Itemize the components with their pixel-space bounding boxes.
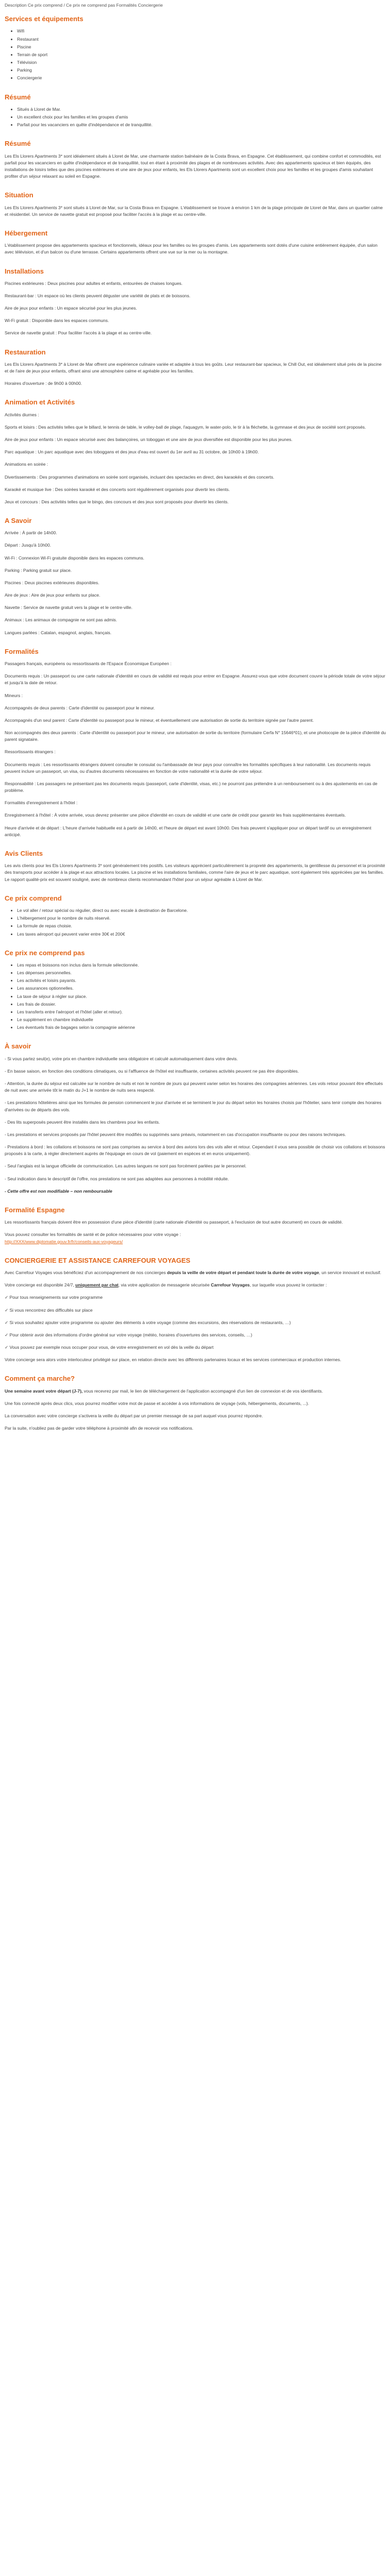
paragraph: Documents requis : Les ressortissants étrangers doivent consulter le consulat ou l'ambassade de leur pays pour connaître les formalités spécifiques à leur nationalité. Les documents requis peuvent inclure un passeport, un visa, ou d'autres documents nécessaires en fonction de votre nationalité et la durée de votre séjour. [5, 761, 371, 774]
check-item: ✓ Si vous souhaitez ajouter votre programme ou ajouter des éléments à votre voyage (comme des excursions, des réservations de restaurants, …) [5, 1319, 291, 1325]
conciergerie-title: CONCIERGERIE ET ASSISTANCE CARREFOUR VOYAGES [5, 1256, 190, 1264]
formalite-espagne-title: Formalité Espagne [5, 1206, 65, 1214]
list-item: • Les frais de dossier. [17, 1001, 386, 1008]
paragraph: - Seul l'anglais est la langue officielle de communication. Les autres langues ne sont pas forcément parlées par le personnel. [5, 1163, 247, 1169]
list-item: • Un excellent choix pour les familles et les groupes d'amis [17, 114, 386, 121]
diplomatie-link[interactable]: http://XXX/www.diplomatie.gouv.fr/fr/conseils-aux-voyageurs/ [5, 1239, 123, 1244]
paragraph: Activités diurnes : [5, 412, 39, 417]
list-item: • La formule de repas choisie. [17, 923, 386, 929]
paragraph: - Seul indication dans le descriptif de l'offre, nos prestations ne sont pas adaptées aux personnes à mobilité réduite. [5, 1176, 229, 1181]
paragraph-text: Vous pouvez consulter les formalités de santé et de police nécessaires pour votre voyage : [5, 1232, 181, 1238]
paragraph: Aire de jeux pour enfants : Un espace sécurisé pour les plus jeunes. [5, 306, 137, 311]
paragraph: Enregistrement à l'hôtel : À votre arrivée, vous devrez présenter une pièce d'identité en cours de validité et une carte de crédit pour garantir les frais supplémentaires éventuels. [5, 812, 346, 818]
text-bold: depuis la veille de votre départ et pendant toute la durée de votre voyage [167, 1269, 319, 1275]
paragraph: - Attention, la durée du séjour est calculée sur le nombre de nuits et non le nombre de jours qui peuvent varier selon les horaires des compagnies aériennes. Les vols retour pouvant être effectués de nuit avec une arrivée tôt le matin du J+1 le nombre de nuits sera respecté. [5, 1081, 383, 1093]
resume-detail-title: Résumé [5, 140, 31, 148]
resume-text: Les Els Llorers Apartments 3* sont idéalement situés à Lloret de Mar, une charmante station balnéaire de la Costa Brava, en Espagne. Cet établissement, qui combine confort et commodités, est parfait pour les vacanciers en quête d'indépendance et de tranquillité, tout en étant à proximité des plages et de nombreuses activités. Avec des appartements spacieux et bien équipés, des installations de loisirs telles que des piscines extérieures et une aire de jeux pour enfants, les Els Llorers Apartments sont un excellent choix pour les familles et les groupes d'amis souhaitant profiter d'un séjour relaxant au soleil en Espagne. [5, 153, 381, 179]
paragraph: Départ : Jusqu'à 10h00. [5, 543, 51, 548]
comment-p2: Une fois connecté après deux clics, vous pourrez modifier votre mot de passe et accéder à vos informations de voyage (vols, hébergements, documents, ...). [5, 1400, 309, 1406]
paragraph: Ressortissants étrangers : [5, 749, 56, 755]
list-item: • Les taxes aéroport qui peuvent varier entre 30€ et 200€ [17, 931, 386, 938]
animation-title: Animation et Activités [5, 398, 75, 406]
paragraph: Navette : Service de navette gratuit vers la plage et le centre-ville. [5, 605, 133, 611]
paragraph: Accompagnés de deux parents : Carte d'identité ou passeport pour le mineur. [5, 705, 155, 710]
paragraph: - Prestations à bord : les collations et boissons ne sont pas comprises au service à bord des avions lors des vols aller et retour. Cependant il vous sera possible de choisir vos collations et boissons proposés à la carte, à régler directement auprès de l'équipage en cours de vol (paiement en espèces et en euros uniquement). [5, 1144, 385, 1157]
list-item: • L'hébergement pour le nombre de nuits réservé. [17, 915, 386, 922]
paragraph: Parking : Parking gratuit sur place. [5, 567, 72, 573]
paragraph: Non accompagnés des deux parents : Carte d'identité ou passeport pour le mineur, une autorisation de sortie du territoire (formulaire Cerfa N° 15646*01), et une photocopie de la pièce d'identité du parent signataire. [5, 730, 386, 742]
comment-title: Comment ça marche? [5, 1375, 75, 1383]
text-span: , un service innovant et exclusif. [319, 1269, 381, 1275]
paragraph: - Les prestations hôtelières ainsi que les formules de pension commencent le jour d'arrivée et se terminent le jour du départ selon les horaires choisis par l'hôtelier, sans tenir compte des horaires d'arrivées ou de départs des vols. [5, 1100, 382, 1112]
hebergement-text: L'établissement propose des appartements spacieux et fonctionnels, idéaux pour les familles ou les groupes d'amis. Les appartements sont dotés d'une cuisine entièrement équipée, d'un salon avec télévision, et d'un balcon ou d'une terrasse. Certains appartements offrent une vue sur la mer ou la montagne. [5, 243, 378, 255]
situation-title: Situation [5, 191, 34, 199]
paragraph: - Si vous partez seul(e), votre prix en chambre individuelle sera obligatoire et calculé automatiquement dans votre devis. [5, 1056, 238, 1061]
avis-title: Avis Clients [5, 849, 43, 857]
prix-ne-comprend-list [5, 962, 386, 1031]
list-item: • Les transferts entre l'aéroport et l'hôtel (aller et retour). [17, 1009, 386, 1015]
list-item: • Situés à Lloret de Mar. [17, 106, 386, 113]
paragraph: Divertissements : Des programmes d'animations en soirée sont organisés, incluant des spectacles en direct, des karaokés et des concerts. [5, 474, 274, 480]
paragraph: Service de navette gratuit : Pour faciliter l'accès à la plage et au centre-ville. [5, 330, 152, 336]
paragraph: Mineurs : [5, 692, 23, 698]
list-item: • Parking [17, 67, 386, 74]
paragraph: Wi-Fi : Connexion Wi-Fi gratuite disponible dans les espaces communs. [5, 555, 144, 561]
services-title: Services et équipements [5, 15, 84, 23]
paragraph: Documents requis : Un passeport ou une carte nationale d'identité en cours de validité est requis pour entrer en Espagne. Assurez-vous que votre document couvre la période totale de votre séjour et jusqu'à la date de retour. [5, 673, 385, 686]
breadcrumb[interactable]: Description Ce prix comprend / Ce prix ne comprend pas Formalités Conciergerie [5, 3, 163, 8]
avis-text: Les avis clients pour les Els Llorers Apartments 3* sont généralement très positifs. Les visiteurs apprécient particulièrement la propreté des appartements, la gentillesse du personnel et la proximité des transports pour accéder à la plage et aux attractions locales. La piscine et les installations familiales, comme l'aire de jeux et le parc aquatique, sont également très appréciées par les familles. Le rapport qualité-prix est souvent souligné, avec de nombreux clients recommandant l'hôtel pour un séjour agréable à Lloret de Mar. [5, 863, 385, 882]
comment-p4: Par la suite, n'oubliez pas de garder votre téléphone à proximité afin de recevoir vos notifications. [5, 1426, 193, 1431]
list-item: • Wifi [17, 28, 386, 35]
list-item: • La taxe de séjour à régler sur place. [17, 993, 386, 1000]
check-item: ✓ Pour tous renseignements sur votre programme [5, 1295, 103, 1300]
paragraph: Piscines extérieures : Deux piscines pour adultes et enfants, entourées de chaises longues. [5, 280, 183, 286]
paragraph: Heure d'arrivée et de départ : L'heure d'arrivée habituelle est à partir de 14h00, et l'heure de départ est avant 10h00. Des frais peuvent s'appliquer pour un départ tardif ou un enregistrement anticipé. [5, 825, 371, 837]
resume-list [5, 106, 386, 129]
paragraph: - En basse saison, en fonction des conditions climatiques, ou si l'affluence de l'hôtel est insuffisante, certaines activités peuvent ne pas être disponibles. [5, 1068, 299, 1074]
text-span: , via votre application de messagerie sécurisée [118, 1282, 211, 1288]
paragraph: Les Els Llorers Apartments 3* à Lloret de Mar offrent une expérience culinaire variée et adaptée à tous les goûts. Leur restaurant-bar spacieux, le Chill Out, est idéalement situé près de la piscine et de l'aire de jeux pour enfants, offrant ainsi une atmosphère calme et agréable pour les familles. [5, 361, 382, 374]
non-modifiable-note: - Cette offre est non modifiable – non remboursable [5, 1188, 112, 1194]
paragraph: Responsabilité : Les passagers ne présentant pas les documents requis (passeport, carte d'identité, visas, etc.) ne pourront pas prétendre à un remboursement ou à des ajustements en cas de problème. [5, 781, 378, 793]
check-item: ✓ Si vous rencontrez des difficultés sur place [5, 1307, 93, 1313]
prix-comprend-list [5, 907, 386, 938]
a-savoir-2-title: À savoir [5, 1042, 31, 1050]
paragraph: Aire de jeux : Aire de jeux pour enfants sur place. [5, 592, 101, 598]
a-savoir-title: A Savoir [5, 517, 32, 525]
list-item: • Parfait pour les vacanciers en quête d'indépendance et de tranquillité. [17, 122, 386, 128]
text-span: Votre concierge est disponible 24/7, [5, 1282, 76, 1288]
restauration-title: Restauration [5, 348, 46, 356]
hebergement-title: Hébergement [5, 229, 48, 237]
paragraph: Restaurant-bar : Un espace où les clients peuvent déguster une variété de plats et de boissons. [5, 293, 191, 298]
list-item: • Télévision [17, 59, 386, 66]
list-item: • Le supplément en chambre individuelle [17, 1016, 386, 1023]
installations-title: Installations [5, 267, 44, 275]
comment-p3: La conversation avec votre concierge s'activera la veille du départ par un premier message de sa part auquel vous pourrez répondre. [5, 1413, 263, 1418]
paragraph: Langues parlées : Catalan, espagnol, anglais, français. [5, 630, 111, 635]
prix-ne-comprend-title: Ce prix ne comprend pas [5, 948, 85, 957]
conciergerie-intro [5, 1269, 386, 1276]
conciergerie-closing: Votre concierge sera alors votre interlocuteur privilégié sur place, en relation directe avec les différents partenaires locaux et les services commerciaux et production internes. [5, 1357, 341, 1363]
list-item: • Restaurant [17, 36, 386, 43]
text-span: vous recevrez par mail, le lien de téléchargement de l'application accompagné d'un lien de connexion et de vos identifiants. [83, 1388, 323, 1394]
list-item: • Les dépenses personnelles. [17, 970, 386, 976]
situation-text: Les Els Llorers Apartments 3* sont situés à Lloret de Mar, sur la Costa Brava en Espagne. L'établissement se trouve à environ 1 km de la plage principale de Lloret de Mar, dans un quartier calme et résidentiel. Un service de navette gratuit est proposé pour faciliter l'accès à la plage et au centre-ville. [5, 205, 383, 217]
paragraph: Arrivée : À partir de 14h00. [5, 530, 57, 536]
conciergerie-availability [5, 1282, 386, 1289]
text-bold: Carrefour Voyages [210, 1282, 250, 1288]
text-bold: Une semaine avant votre départ (J-7), [5, 1388, 83, 1394]
list-item: • Les activités et loisirs payants. [17, 977, 386, 984]
prix-comprend-title: Ce prix comprend [5, 894, 62, 902]
paragraph: Accompagnés d'un seul parent : Carte d'identité ou passeport pour le mineur, et éventuellement une autorisation de sortie du territoire signée par l'autre parent. [5, 717, 314, 723]
services-list [5, 28, 386, 81]
list-item: • Les repas et boissons non inclus dans la formule sélectionnée. [17, 962, 386, 969]
formalites-title: Formalités [5, 647, 39, 655]
paragraph: Animaux : Les animaux de compagnie ne sont pas admis. [5, 617, 117, 623]
paragraph: Sports et loisirs : Des activités telles que le billard, le tennis de table, le volley-ball de plage, l'aquagym, le water-polo, le tir à la fléchette, la gymnase et des jeux de société sont proposés. [5, 424, 366, 430]
list-item: • Conciergerie [17, 75, 386, 81]
list-item: • Le vol aller / retour spécial ou régulier, direct ou avec escale à destination de Barcelone. [17, 907, 386, 914]
comment-p1 [5, 1388, 386, 1395]
text-span: , sur laquelle vous pouvez le contacter : [250, 1282, 327, 1288]
paragraph: Animations en soirée : [5, 462, 48, 467]
paragraph: - Des lits superposés peuvent être installés dans les chambres pour les enfants. [5, 1119, 160, 1125]
list-item: • Les assurances optionnelles. [17, 985, 386, 992]
paragraph: Karaoké et musique live : Des soirées karaoké et des concerts sont régulièrement organisés pour divertir les clients. [5, 486, 230, 492]
paragraph: Wi-Fi gratuit : Disponible dans les espaces communs. [5, 318, 109, 324]
paragraph: - Les prestations et services proposés par l'hôtel peuvent être modifiés ou supprimés sans préavis, notamment en cas d'occupation insuffisante ou pour des raisons techniques. [5, 1131, 346, 1137]
paragraph: Aire de jeux pour enfants : Un espace sécurisé avec des balançoires, un toboggan et une aire de jeux diversifiée est disponible pour les plus jeunes. [5, 436, 293, 442]
text-span: Avec Carrefour Voyages vous bénéficiez d'un accompagnement de nos concierges [5, 1269, 167, 1275]
paragraph: Horaires d'ouverture : de 9h00 à 00h00. [5, 381, 82, 386]
list-item: • Terrain de sport [17, 52, 386, 58]
list-item: • Les éventuels frais de bagages selon la compagnie aérienne [17, 1024, 386, 1031]
resume-title: Résumé [5, 93, 31, 101]
paragraph: Jeux et concours : Des activités telles que le bingo, des concours et des jeux sont proposés pour divertir les clients. [5, 499, 229, 504]
paragraph: Parc aquatique : Un parc aquatique avec des toboggans et des jeux d'eau est ouvert du 1er avril au 31 octobre, de 10h00 à 19h00. [5, 449, 259, 455]
paragraph: Les ressortissants français doivent être en possession d'une pièce d'identité (carte nationale d'identité ou passeport, à l'exclusion de tout autre document) en cours de validité. [5, 1219, 343, 1225]
check-item: ✓ Pour obtenir avoir des informations d'ordre général sur votre voyage (météo, horaires d'ouvertures des services, conseils, …) [5, 1332, 252, 1337]
check-item: ✓ Vous pouvez par exemple nous occuper pour vous, de votre enregistrement en vol dès la veille du départ [5, 1345, 214, 1350]
list-item: • Piscine [17, 44, 386, 50]
paragraph [5, 1231, 386, 1245]
paragraph: Formalités d'enregistrement à l'hôtel : [5, 800, 78, 806]
paragraph: Passagers français, européens ou ressortissants de l'Espace Économique Européen : [5, 661, 172, 667]
paragraph: Piscines : Deux piscines extérieures disponibles. [5, 580, 100, 585]
text-underline: uniquement par chat [75, 1282, 119, 1288]
